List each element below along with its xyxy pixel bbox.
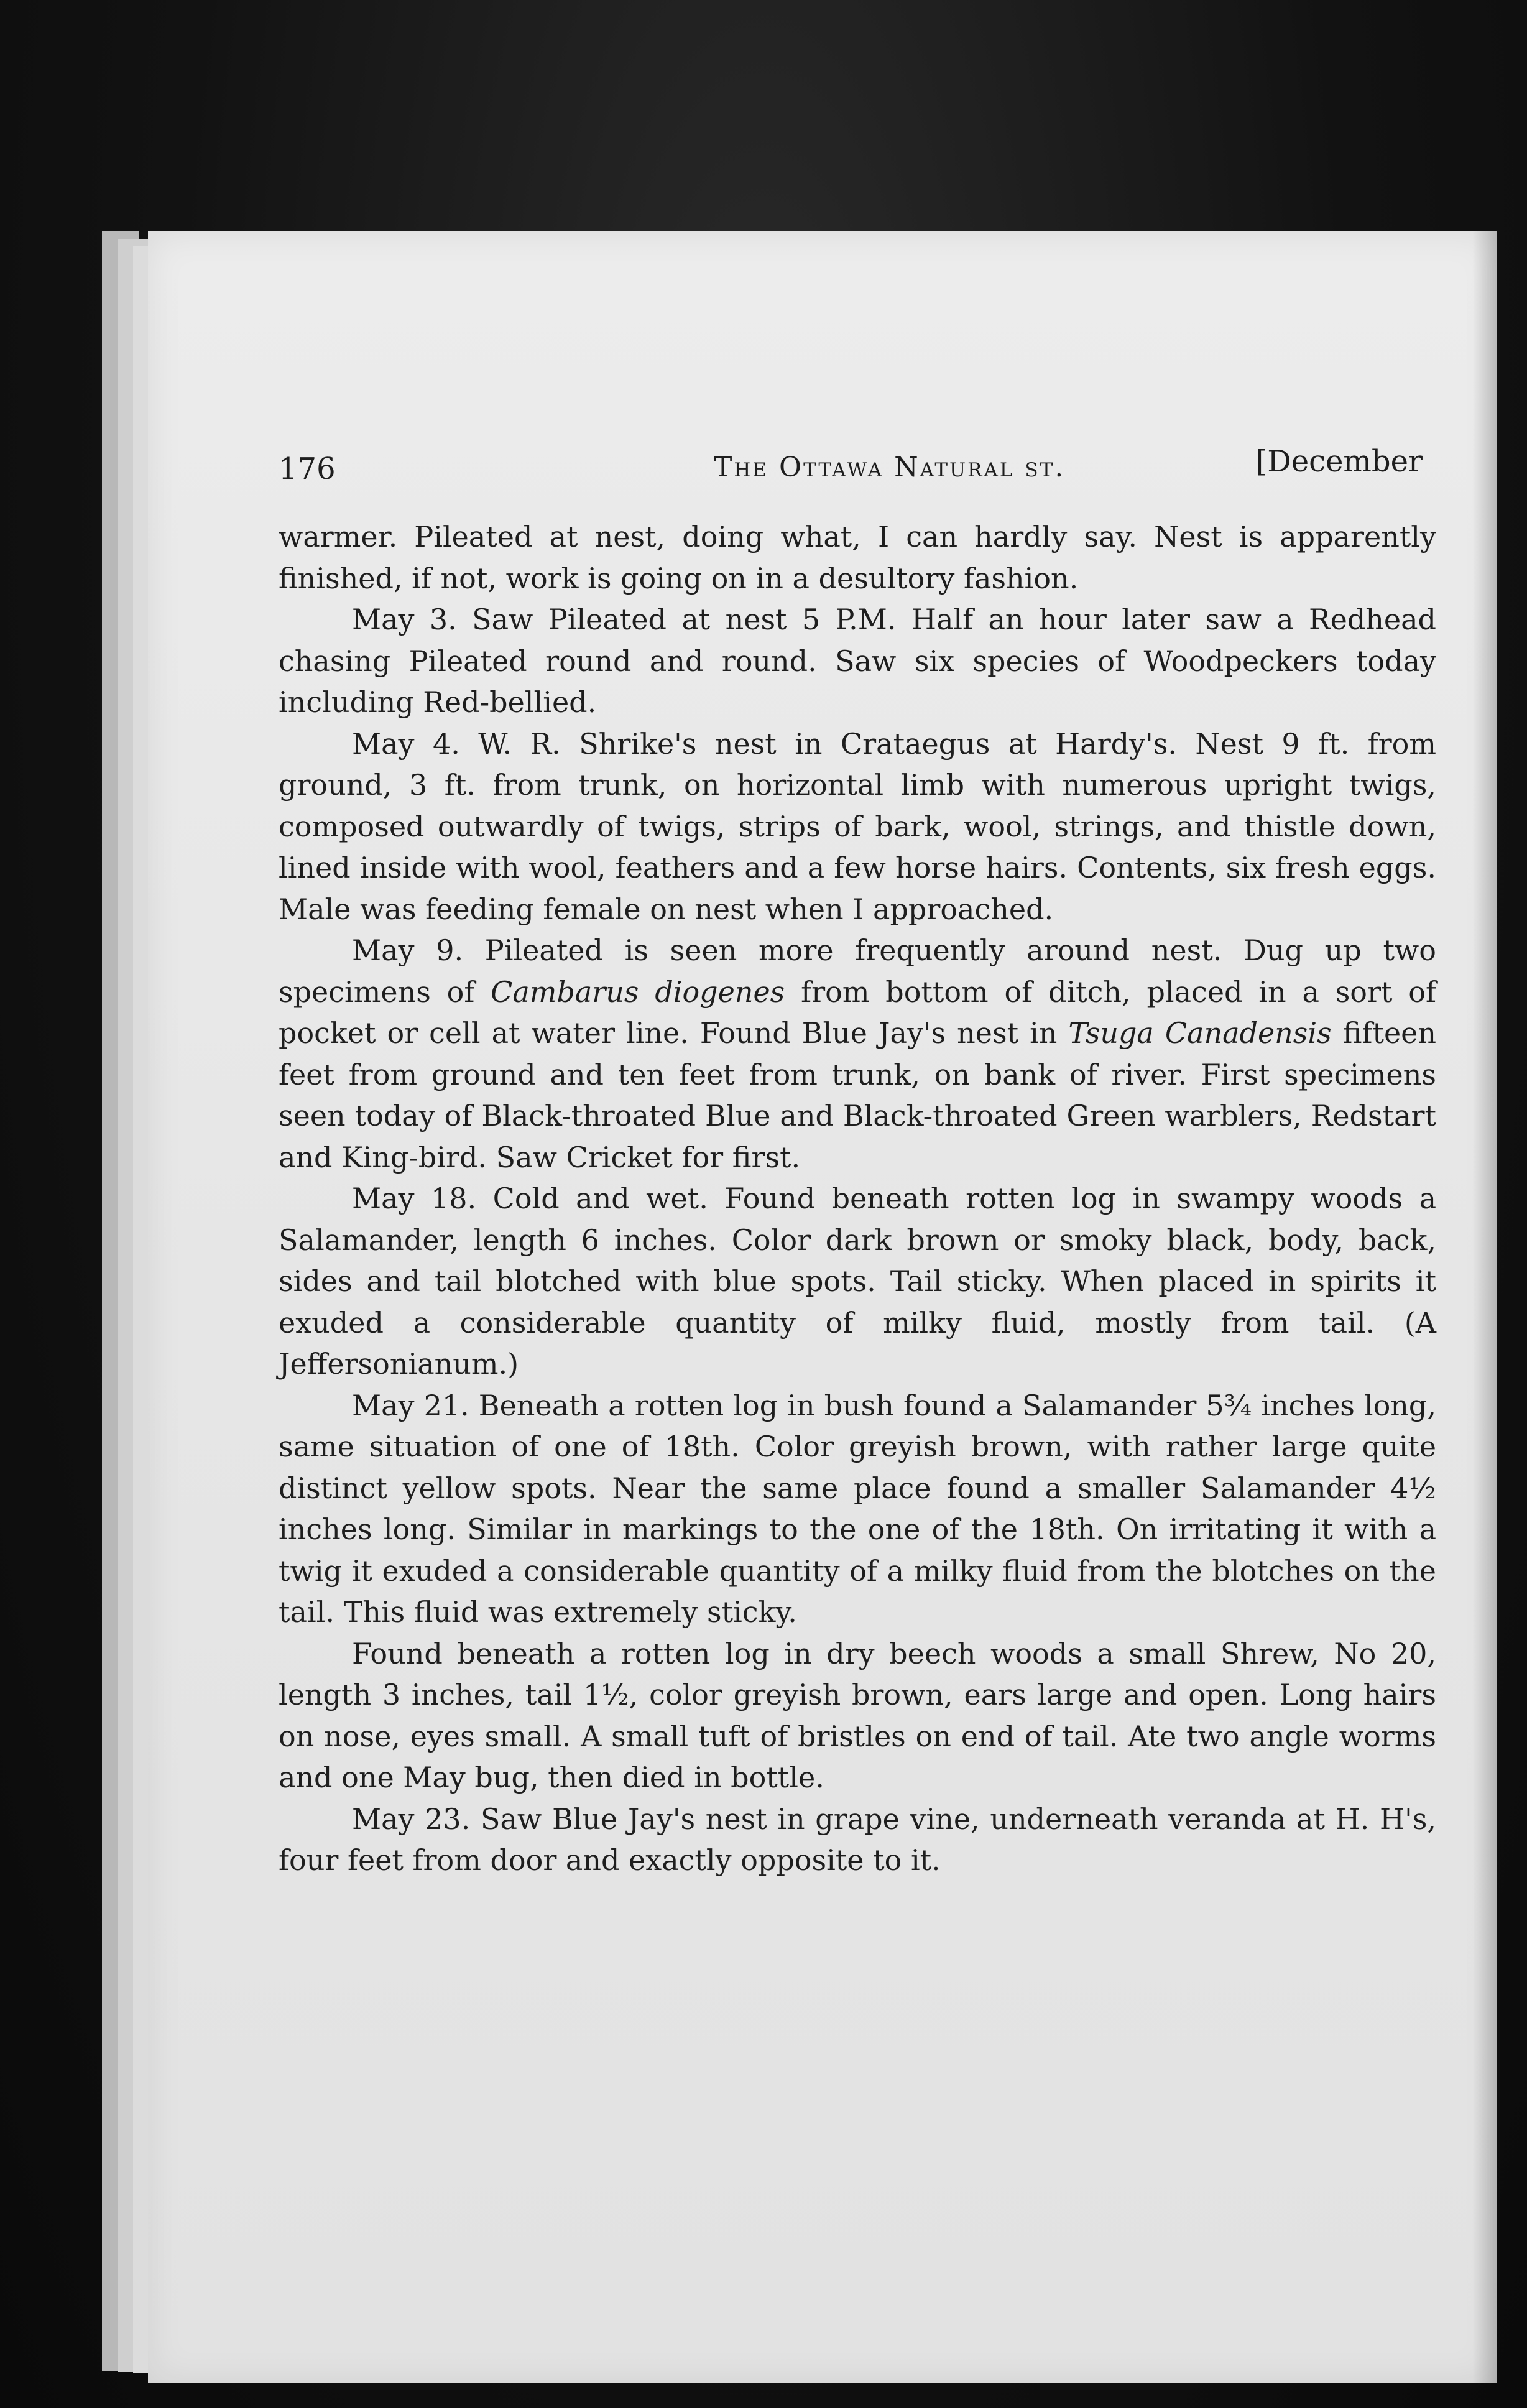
- page-shadow: [1472, 231, 1497, 2383]
- running-month: [December: [1255, 444, 1423, 479]
- species-name: Cambarus diogenes: [491, 975, 785, 1009]
- paragraph: May 3. Saw Pileated at nest 5 P.M. Half an hour later saw a Redhead chasing Pileated round and round. Saw six species of Woodpeckers today including Red-bellied.: [279, 603, 1436, 719]
- paragraph-text: from bottom of ditch, placed in a sort of pocket or cell at water line. Found Blue Jay's nest in: [279, 975, 1436, 1050]
- body-text: [279, 516, 1436, 1881]
- paragraph-text: fifteen feet from ground and ten feet from trunk, on bank of river. First specimens seen today of Black-throated Blue and Black-throated Green warblers, Redstart and King-bird. Saw Cricket for first.: [279, 1016, 1437, 1174]
- paragraph: [279, 930, 1436, 1178]
- running-title: The Ottawa Natural st.: [714, 452, 1066, 483]
- paragraph: Found beneath a rotten log in dry beech woods a small Shrew, No 20, length 3 inches, tail 1½, color greyish brown, ears large and open. Long hairs on nose, eyes small. A small tuft of bristles on end of tail. Ate two angle worms and one May bug, then died in bottle.: [279, 1636, 1436, 1794]
- species-name: Tsuga Canadensis: [1068, 1016, 1332, 1050]
- paragraph: warmer. Pileated at nest, doing what, I can hardly say. Nest is apparently finished, if not, work is going on in a desultory fashion.: [279, 520, 1436, 595]
- paragraph-text: May 9. Pileated is seen more frequently around nest. Dug up two specimens of: [279, 933, 1436, 1009]
- paragraph: May 18. Cold and wet. Found beneath rotten log in swampy woods a Salamander, length 6 inches. Color dark brown or smoky black, body, back, sides and tail blotched with blue spots. Tail sticky. When placed in spirits it exuded a considerable quantity of milky fluid, mostly from tail. (A Jeffersonianum.): [279, 1182, 1436, 1381]
- page-number: 176: [279, 452, 336, 486]
- paragraph: May 23. Saw Blue Jay's nest in grape vine, underneath veranda at H. H's, four feet from door and exactly opposite to it.: [279, 1802, 1436, 1877]
- paragraph: May 21. Beneath a rotten log in bush found a Salamander 5¾ inches long, same situation of one of 18th. Color greyish brown, with rather large quite distinct yellow spots. Near the same place found a smaller Salamander 4½ inches long. Similar in markings to the one of the 18th. On irritating it with a twig it exuded a considerable quantity of a milky fluid from the blotches on the tail. This fluid was extremely sticky.: [279, 1388, 1436, 1629]
- running-header: [279, 439, 1423, 489]
- paragraph: May 4. W. R. Shrike's nest in Crataegus at Hardy's. Nest 9 ft. from ground, 3 ft. from trunk, on horizontal limb with numerous upright twigs, composed outwardly of twigs, strips of bark, wool, strings, and thistle down, lined inside with wool, feathers and a few horse hairs. Contents, six fresh eggs. Male was feeding female on nest when I approached.: [279, 726, 1436, 926]
